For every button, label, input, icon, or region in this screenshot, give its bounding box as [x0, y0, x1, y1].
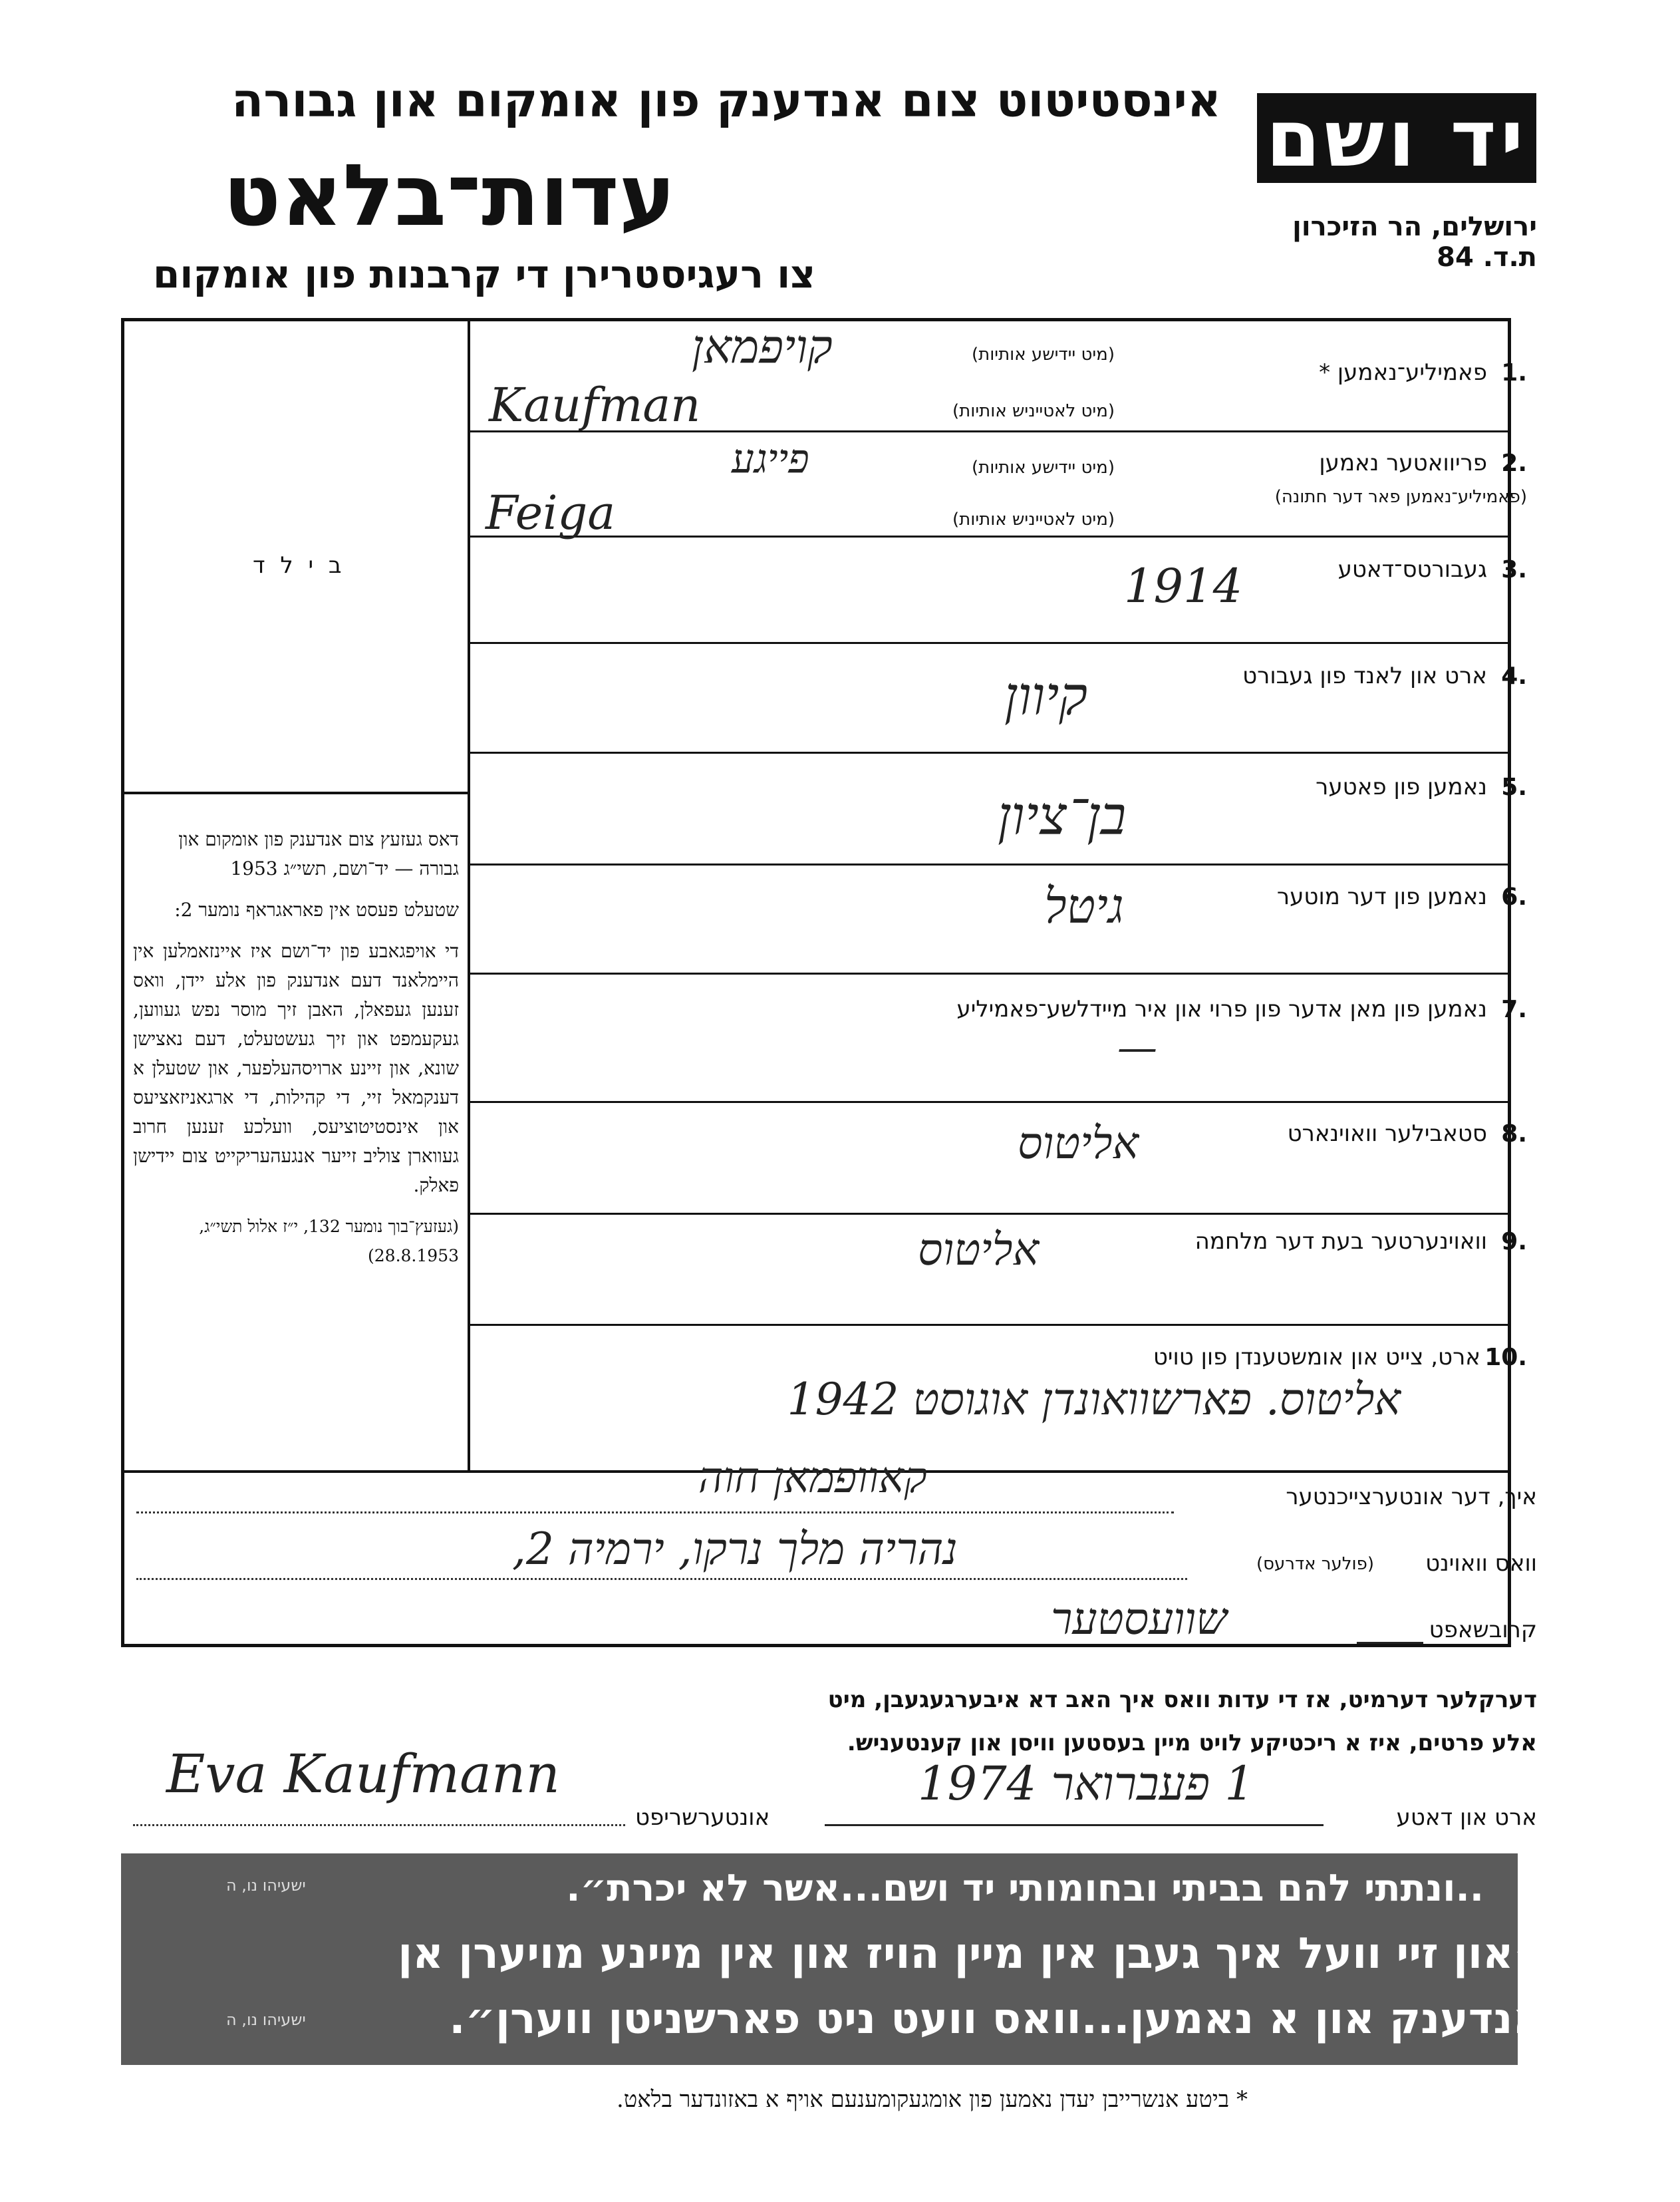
place-date-label: ארט און דאטע [1396, 1804, 1537, 1831]
signature-line [133, 1824, 625, 1826]
field-5-label: נאמען פון פאטער [1316, 774, 1487, 800]
row-divider [468, 864, 1511, 865]
address-line-2: ת.ד. 84 [1437, 242, 1537, 273]
field-10-label: ארט, צייט און אומשטענדן פון טויט [1153, 1344, 1480, 1370]
row-divider [468, 642, 1511, 644]
address-block [1292, 212, 1537, 273]
banner-line-1: ..ונתתי להם בביתי ובחומותי יד ושם...אשר לא יכרת״. [566, 1867, 1484, 1910]
field-3-value: 1914 [1124, 559, 1243, 613]
field-3-label: געבורטס־דאטע [1337, 556, 1487, 583]
field-3-number: 3. [1501, 556, 1527, 583]
field-7-value: — [1117, 1024, 1157, 1071]
field-8-value: אליטוס [1018, 1118, 1139, 1169]
photo-divider [121, 792, 470, 794]
column-divider [468, 318, 470, 1471]
row-divider [468, 1324, 1511, 1326]
field-6-label: נאמען פון דער מוטער [1276, 883, 1487, 910]
yad-vashem-logo: יד ושם [1257, 93, 1536, 183]
signature-label: אונטערשריפט [635, 1804, 770, 1831]
law-para-1: דאס געזעץ צום אנדענק פון אומקום און גבורה — יד־ושם, תשי״ג 1953 [178, 828, 459, 879]
field-2-sub-yiddish: (מיט יידישע אותיות) [971, 458, 1115, 478]
declarant-name-value: קאוופמאן חוה [698, 1454, 927, 1503]
institute-name: אינסטיטוט צום אנדענק פון אומקום און גבורה [231, 73, 1221, 128]
field-1-label: פאמיליע־נאמען * [1319, 359, 1487, 386]
banner-line-3: אנדענק און א נאמען...וואס וועט ניט פארשניטן ווערן״. [449, 1994, 1544, 2044]
field-10-number: 10. [1484, 1344, 1527, 1371]
declaration-line-2: אלע פרטים, איז א ריכטיקע לויט מיין בעסטען וויסן און קענטעניש. [847, 1730, 1537, 1756]
row-divider [468, 536, 1511, 538]
place-date-value: 1 פעברואר 1974 [918, 1756, 1254, 1811]
address-line-1: ירושלים, הר הזיכרון [1292, 212, 1537, 242]
field-6-number: 6. [1501, 883, 1527, 911]
law-text [133, 825, 459, 1271]
page-subtitle: צו רעגיסטרירן די קרבנות פון אומקום [153, 251, 815, 297]
field-2-sub-latin: (מיט לאטייניש אותיות) [952, 510, 1115, 530]
law-para-2: שטעלט פעסט אין פאראגראף נומער 2: [174, 899, 459, 921]
law-para-3: די אויפגאבע פון יד־ושם איז איינזאמלען אין היימלאנד דעם אנדענק פון אלע יידן, וואס זענען געפאלן, האבן זיך מוסר נפש געווען, געקעמפט און זיך געשטעלט, דעם נאצישן שונא, און זיינע ארויסהעלפער, און שטעלן א דענקמאל זיי, די קהילות, די ארגאניזאציעס און אינסטיטוציעס, וועלכע זענען חרוב געווארן צוליב זייער אנגעהעריקייט צום יידישן פאלק. [133, 940, 459, 1196]
row-divider [468, 973, 1511, 975]
declarant-address-note: (פולער אדרעס) [1256, 1554, 1374, 1574]
field-10-value: אליטוס. פארשוואונדן אוגוסט 1942 [787, 1374, 1401, 1425]
field-5-value: בן־ציון [998, 785, 1127, 847]
field-6-value: גיטל [1044, 878, 1124, 934]
row-divider [468, 1101, 1511, 1103]
field-1-sub-latin: (מיט לאטייניש אותיות) [952, 401, 1115, 421]
field-1-value-yiddish: קויפמאן [692, 319, 833, 374]
declarant-address-value: נהריה מלך נרקו, ירמיה 2, [512, 1523, 958, 1575]
field-7-number: 7. [1501, 996, 1527, 1023]
declarant-address-label: וואס וואוינט [1425, 1550, 1537, 1577]
photo-label: ב י ל ד [253, 552, 346, 579]
field-8-label: סטאבילער וואוינארט [1287, 1120, 1487, 1147]
relation-value: שוועסטער [1051, 1593, 1228, 1645]
page-title: עדות־בלאט [223, 146, 676, 245]
footnote: * ביטע אנשרייבן יעדן נאמען פון אומגעקומענעם אויף א באזונדער בלאט. [616, 2086, 1248, 2113]
field-1-number: 1. [1501, 359, 1527, 387]
field-2-value-yiddish: פייגע [732, 436, 809, 482]
field-9-label: וואוינערטער בעת דער מלחמה [1194, 1228, 1487, 1255]
relation-label: קרובשאפט [1429, 1617, 1537, 1643]
field-2-value-latin: Feiga [486, 486, 616, 540]
law-para-4: (געזעץ־בוך נומער 132, י״ז אלול תשי״ג, 28.8.1953) [199, 1217, 459, 1265]
banner-ref-1: ישעיהו נו, ה [226, 1876, 306, 1895]
field-2-note: (פאמיליע־נאמען פאר דער חתונה) [1274, 487, 1527, 507]
field-9-number: 9. [1501, 1228, 1527, 1255]
field-4-value: קיוון [1004, 665, 1088, 727]
banner-ref-2: ישעיהו נו, ה [226, 2010, 306, 2029]
row-divider [468, 1213, 1511, 1215]
signature-value: Eva Kaufmann [166, 1743, 560, 1805]
place-date-line [825, 1824, 1324, 1826]
row-divider [468, 752, 1511, 754]
declarant-name-line [136, 1511, 1174, 1513]
field-4-label: ארט און לאנד פון געבורט [1242, 663, 1487, 689]
relation-line [1357, 1642, 1423, 1644]
field-4-number: 4. [1501, 663, 1527, 690]
declarant-address-line [136, 1578, 1187, 1580]
field-7-label: נאמען פון מאן אדער פון פרוי און איר מיידלשע־פאמיליע [956, 996, 1487, 1022]
declarant-name-label: איך, דער אונטערצייכנטער [1286, 1484, 1537, 1510]
field-1-value-latin: Kaufman [489, 378, 701, 432]
field-9-value: אליטוס [918, 1224, 1040, 1275]
field-2-number: 2. [1501, 450, 1527, 477]
field-1-sub-yiddish: (מיט יידישע אותיות) [971, 345, 1115, 365]
banner-line-2: ״און זיי וועל איך געבן אין מיין הויז און אין מיינע מויערן אן [398, 1929, 1544, 1978]
declaration-line-1: דערקלער דערמיט, אז די עדות וואס איך האב דא איבערגעגעבן, מיט [827, 1686, 1537, 1713]
field-5-number: 5. [1501, 774, 1527, 801]
field-2-label: פריוואטער נאמען [1319, 450, 1487, 476]
field-8-number: 8. [1501, 1120, 1527, 1148]
